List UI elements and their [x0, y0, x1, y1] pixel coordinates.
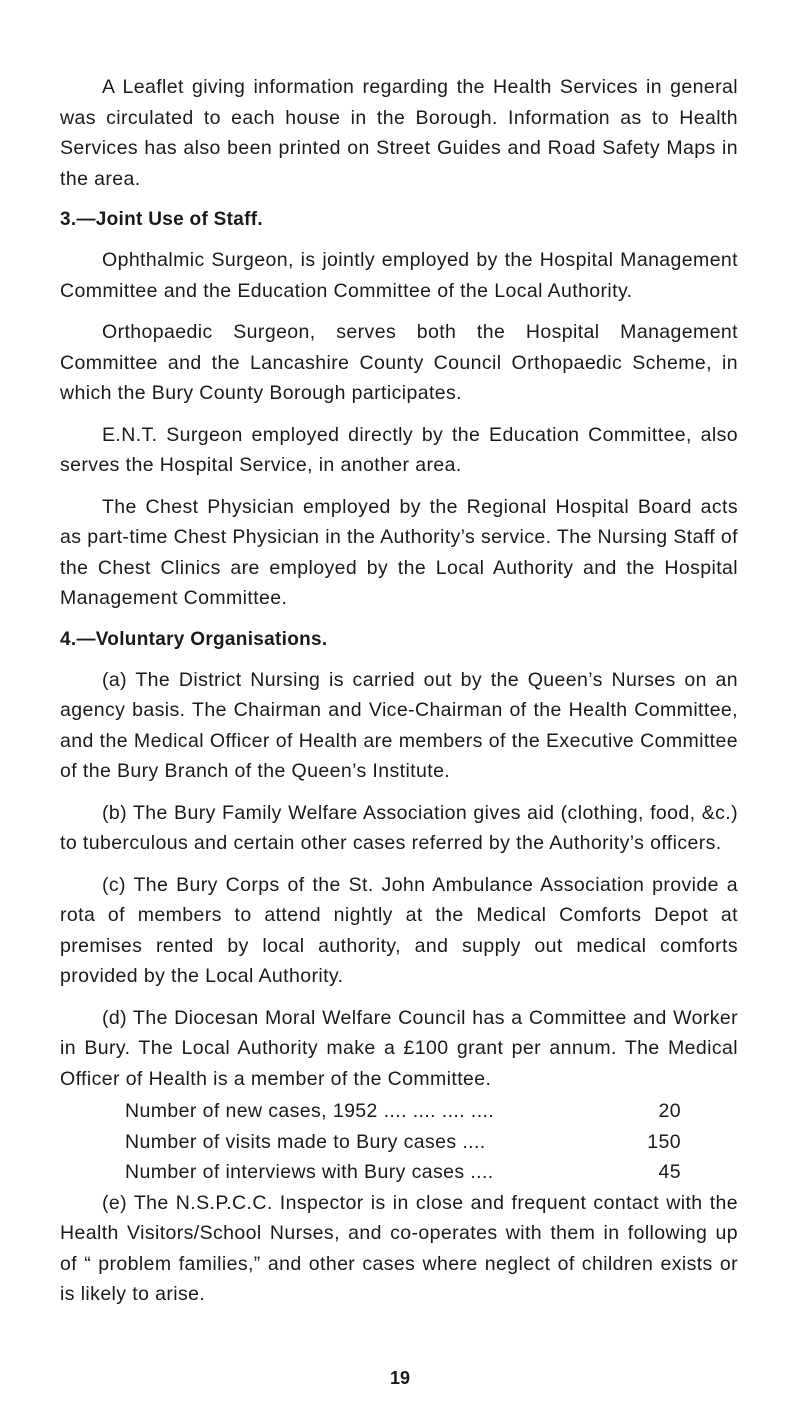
section-heading: 3.—Joint Use of Staff.	[60, 209, 263, 230]
paragraph: (d) The Diocesan Moral Welfare Council has a Committee and Worker in Bury. The Local Authority make a £100 grant per annum. The Medical Officer of Health is a member of the Committee.	[60, 1006, 738, 1090]
stat-label: Number of interviews with Bury cases ....	[125, 1161, 494, 1183]
stat-row	[60, 1096, 738, 1127]
paragraph: The Chest Physician employed by the Regional Hospital Board acts as part-time Chest Physician in the Authority’s service. The Nursing Staff of the Chest Clinics are employed by the Local Authority and the Hospital Management Committee.	[60, 495, 738, 609]
stat-label: Number of new cases, 1952 .... .... .... ....	[125, 1100, 495, 1122]
section-heading: 4.—Voluntary Organisations.	[60, 628, 328, 650]
stat-value: 150	[647, 1130, 681, 1153]
paragraph: (e) The N.S.P.C.C. Inspector is in close and frequent contact with the Health Visitors/School Nurses, and co-operates with them in following up of “ problem families,” and other cases where neglect of children exists or is likely to arise.	[60, 1191, 738, 1305]
stat-row	[60, 1127, 738, 1158]
paragraph: Ophthalmic Surgeon, is jointly employed by the Hospital Management Committee and the Education Committee of the Local Authority.	[60, 249, 738, 302]
stat-row	[60, 1157, 738, 1188]
stat-value: 20	[658, 1100, 681, 1122]
section-voluntary-organisations	[60, 625, 738, 1310]
section-joint-use-of-staff	[60, 205, 738, 614]
paragraph: (b) The Bury Family Welfare Association gives aid (clothing, food, &c.) to tuberculous and certain other cases referred by the Authority’s officers.	[60, 801, 738, 854]
paragraph: Orthopaedic Surgeon, serves both the Hospital Management Committee and the Lancashire County Council Orthopaedic Scheme, in which the Bury County Borough participates.	[60, 321, 738, 404]
stat-label: Number of visits made to Bury cases ....	[125, 1130, 486, 1153]
paragraph: (c) The Bury Corps of the St. John Ambulance Association provide a rota of members to attend nightly at the Medical Comforts Depot at premises rented by local authority, and supply out medical comforts provided by the Local Authority.	[60, 873, 738, 987]
paragraph: E.N.T. Surgeon employed directly by the Education Committee, also serves the Hospital Service, in another area.	[60, 423, 738, 476]
page-number: 19	[389, 1368, 411, 1388]
document-page	[60, 72, 738, 1310]
stat-value: 45	[658, 1161, 681, 1183]
intro-paragraph: A Leaflet giving information regarding the Health Services in general was circulated to each house in the Borough. Information as to Health Services has also been printed on Street Guides and Road Safety Maps in the area.	[60, 76, 738, 190]
case-statistics	[60, 1096, 738, 1188]
paragraph: (a) The District Nursing is carried out by the Queen’s Nurses on an agency basis. The Chairman and Vice-Chairman of the Health Committee, and the Medical Officer of Health are members of the Executive Committee of the Bury Branch of the Queen’s Institute.	[60, 668, 738, 782]
